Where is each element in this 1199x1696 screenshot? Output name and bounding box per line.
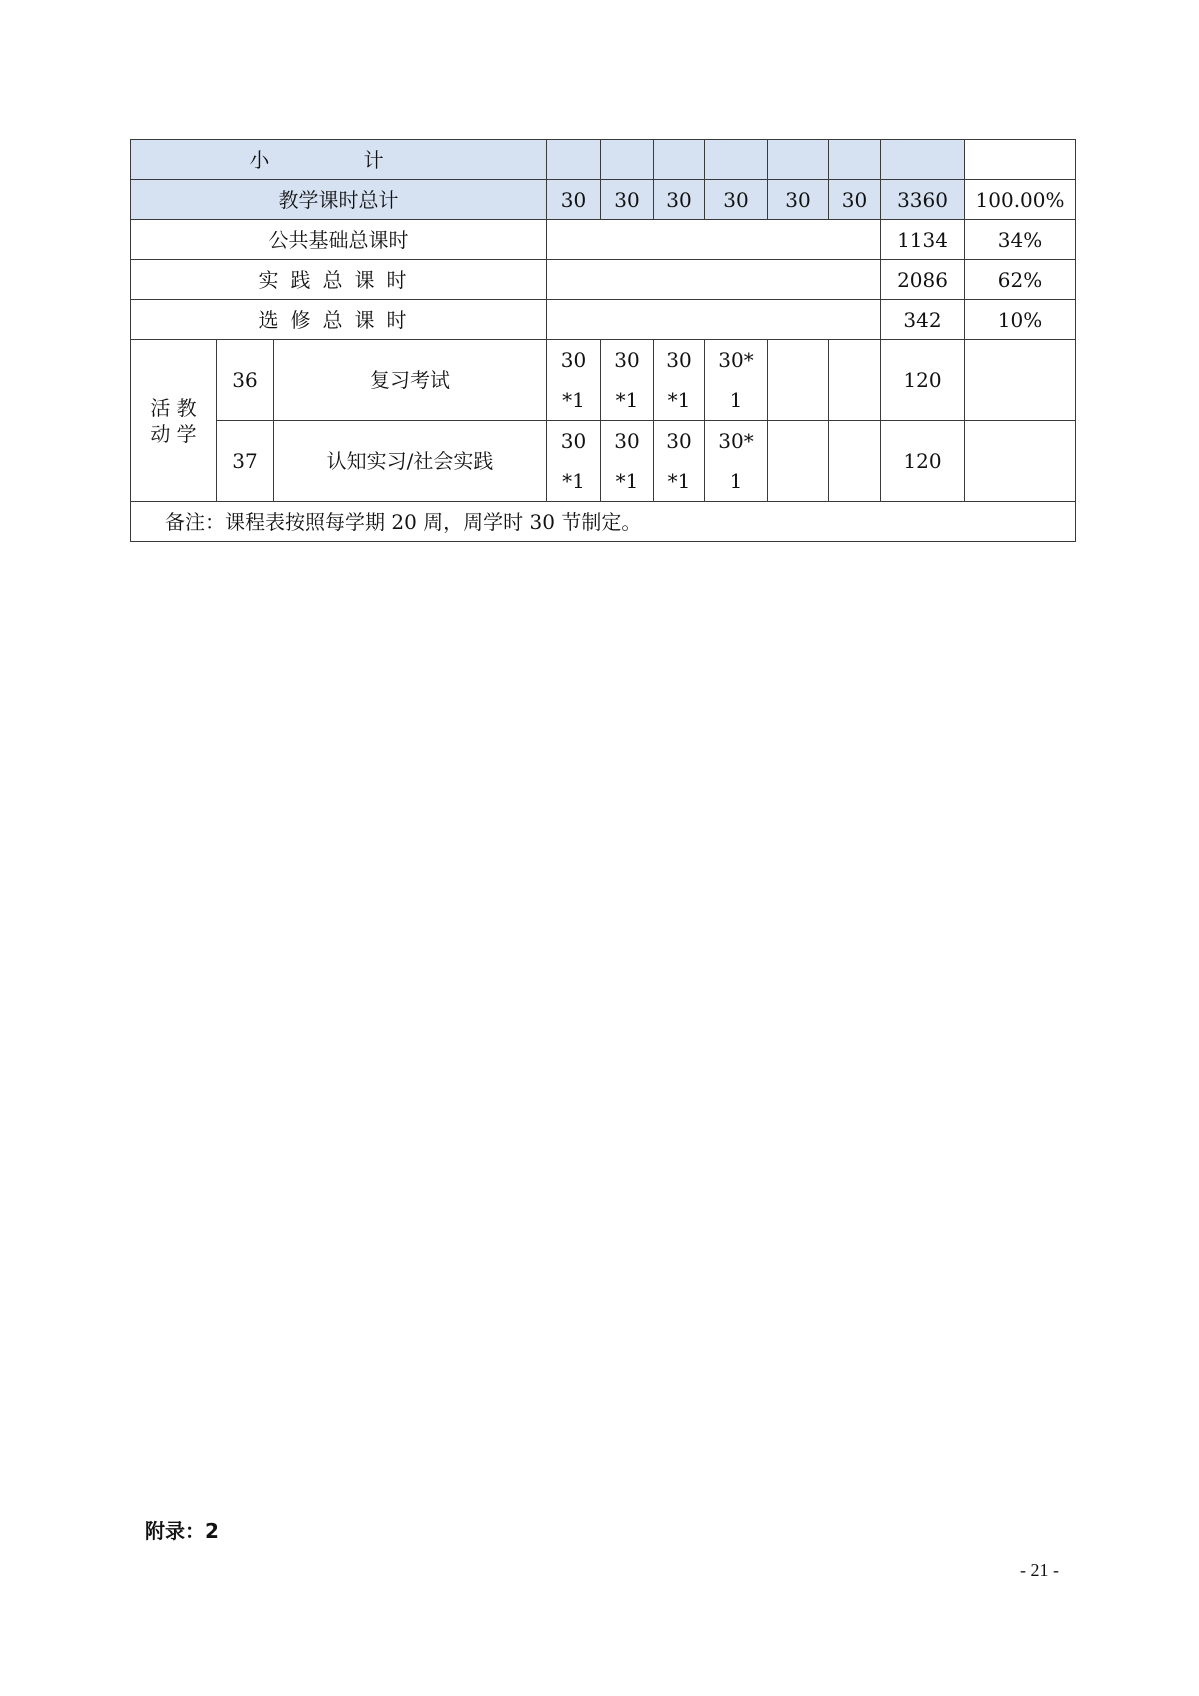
- activity-hours: 120: [881, 421, 965, 502]
- semester-cell: [829, 421, 881, 502]
- subtotal-cell: [965, 140, 1076, 180]
- practice-row: [131, 260, 1076, 300]
- page-number: - 21 -: [1020, 1560, 1059, 1580]
- hours-summary-table: [130, 139, 1076, 542]
- semester-cell: 30* 1: [705, 340, 768, 421]
- semester-cell: 30 *1: [547, 340, 601, 421]
- activity-name: 复习考试: [274, 340, 547, 421]
- semester-cell: 30 *1: [601, 421, 654, 502]
- semester-cell: 30* 1: [705, 421, 768, 502]
- activity-group-line: 活 教: [150, 395, 197, 420]
- semester-cell: 30: [829, 180, 881, 220]
- elective-hours: 342: [881, 300, 965, 340]
- elective-row: [131, 300, 1076, 340]
- elective-percent: 10%: [965, 300, 1076, 340]
- public-basic-percent: 34%: [965, 220, 1076, 260]
- empty-span-cell: [547, 260, 881, 300]
- empty-span-cell: [547, 220, 881, 260]
- activity-percent: [965, 340, 1076, 421]
- public-basic-label: 公共基础总课时: [131, 220, 547, 260]
- semester-cell: 30: [601, 180, 654, 220]
- practice-percent: 62%: [965, 260, 1076, 300]
- semester-cell: 30 *1: [601, 340, 654, 421]
- activity-percent: [965, 421, 1076, 502]
- semester-cell: [768, 421, 829, 502]
- activity-group-line: 动 学: [150, 421, 197, 446]
- table-note: 备注：课程表按照每学期 20 周，周学时 30 节制定。: [131, 502, 1076, 542]
- public-basic-hours: 1134: [881, 220, 965, 260]
- subtotal-cell: [654, 140, 705, 180]
- activity-hours: 120: [881, 340, 965, 421]
- activity-no: 36: [217, 340, 274, 421]
- semester-cell: [829, 340, 881, 421]
- activity-row: [131, 421, 1076, 502]
- total-hours: 3360: [881, 180, 965, 220]
- semester-cell: 30: [705, 180, 768, 220]
- subtotal-label: 小 计: [131, 140, 547, 180]
- semester-cell: 30 *1: [654, 421, 705, 502]
- activity-no: 37: [217, 421, 274, 502]
- activity-row: [131, 340, 1076, 421]
- elective-label: 选修总课时: [131, 300, 547, 340]
- semester-cell: 30 *1: [654, 340, 705, 421]
- subtotal-cell: [547, 140, 601, 180]
- appendix-label: 附录：2: [145, 1519, 219, 1543]
- practice-label: 实践总课时: [131, 260, 547, 300]
- total-percent: 100.00%: [965, 180, 1076, 220]
- activity-name: 认知实习/社会实践: [274, 421, 547, 502]
- semester-cell: 30 *1: [547, 421, 601, 502]
- practice-hours: 2086: [881, 260, 965, 300]
- semester-cell: [768, 340, 829, 421]
- note-row: [131, 502, 1076, 542]
- semester-cell: 30: [768, 180, 829, 220]
- subtotal-cell: [705, 140, 768, 180]
- subtotal-row: [131, 140, 1076, 180]
- subtotal-cell: [829, 140, 881, 180]
- subtotal-cell: [768, 140, 829, 180]
- empty-span-cell: [547, 300, 881, 340]
- activity-group-label: [131, 340, 217, 502]
- subtotal-cell: [601, 140, 654, 180]
- public-basic-row: [131, 220, 1076, 260]
- subtotal-cell: [881, 140, 965, 180]
- semester-cell: 30: [547, 180, 601, 220]
- semester-cell: 30: [654, 180, 705, 220]
- total-row: [131, 180, 1076, 220]
- total-label: 教学课时总计: [131, 180, 547, 220]
